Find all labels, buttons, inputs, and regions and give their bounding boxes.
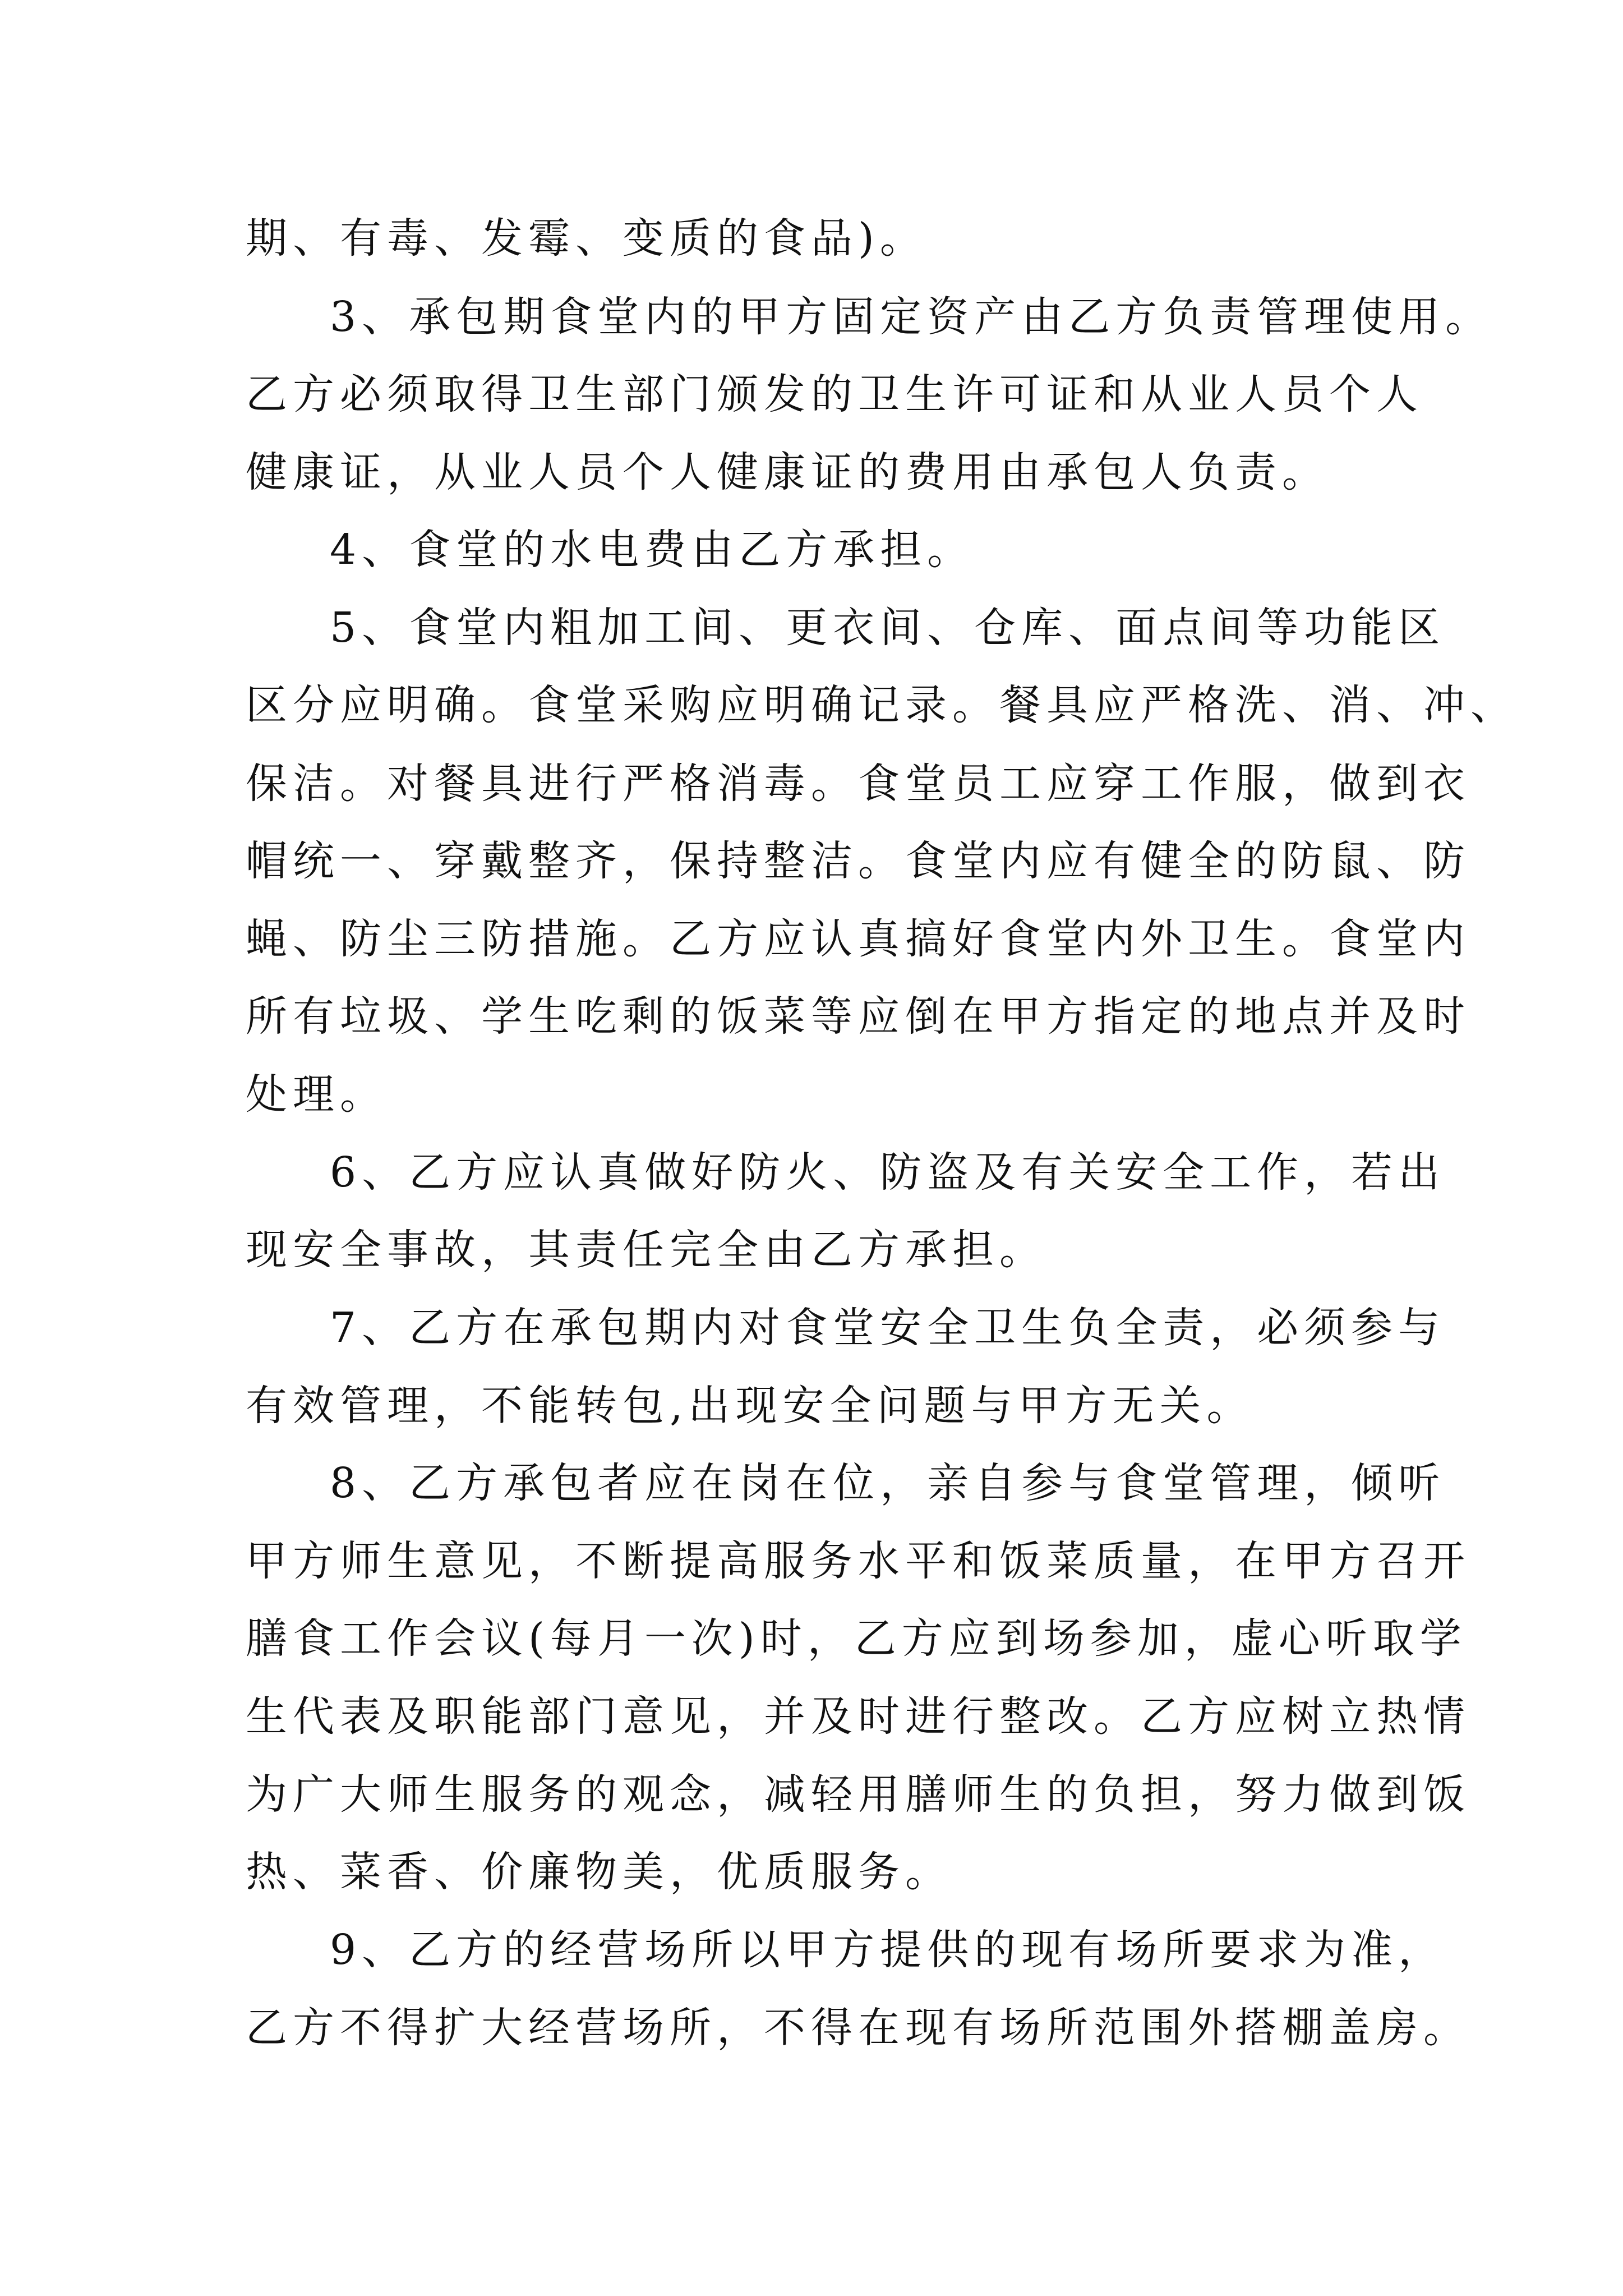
text-line: 甲方师生意见，不断提高服务水平和饭菜质量，在甲方召开 xyxy=(246,1537,1470,1585)
text-line: 6、乙方应认真做好防火、防盗及有关安全工作，若出 xyxy=(330,1148,1446,1197)
text-line: 现安全事故，其责任完全由乙方承担。 xyxy=(246,1226,1046,1274)
text-line: 8、乙方承包者应在岗在位，亲自参与食堂管理，倾听 xyxy=(330,1459,1446,1507)
text-line: 为广大师生服务的观念，减轻用膳师生的负担，努力做到饭 xyxy=(246,1770,1470,1819)
text-line: 生代表及职能部门意见，并及时进行整改。乙方应树立热情 xyxy=(246,1692,1470,1741)
text-line: 7、乙方在承包期内对食堂安全卫生负全责，必须参与 xyxy=(330,1304,1446,1352)
text-line: 蝇、防尘三防措施。乙方应认真搞好食堂内外卫生。食堂内 xyxy=(246,915,1470,963)
text-line: 期、有毒、发霉、变质的食品)。 xyxy=(246,214,927,263)
text-line: 保洁。对餐具进行严格消毒。食堂员工应穿工作服，做到衣 xyxy=(246,760,1470,808)
text-line: 膳食工作会议(每月一次)时，乙方应到场参加，虚心听取学 xyxy=(246,1614,1467,1663)
text-line: 乙方必须取得卫生部门颁发的卫生许可证和从业人员个人 xyxy=(246,370,1423,418)
text-line: 9、乙方的经营场所以甲方提供的现有场所要求为准， xyxy=(330,1926,1446,1974)
text-line: 热、菜香、价廉物美，优质服务。 xyxy=(246,1848,952,1896)
text-line: 有效管理，不能转包,出现安全问题与甲方无关。 xyxy=(246,1382,1254,1430)
text-line: 区分应明确。食堂采购应明确记录。餐具应严格洗、消、冲、 xyxy=(246,681,1518,729)
text-line: 乙方不得扩大经营场所，不得在现有场所范围外搭棚盖房。 xyxy=(246,2004,1470,2052)
text-line: 5、食堂内粗加工间、更衣间、仓库、面点间等功能区 xyxy=(330,604,1446,652)
text-line: 健康证，从业人员个人健康证的费用由承包人负责。 xyxy=(246,448,1329,496)
text-line: 帽统一、穿戴整齐，保持整洁。食堂内应有健全的防鼠、防 xyxy=(246,837,1470,885)
text-line: 4、食堂的水电费由乙方承担。 xyxy=(330,526,975,574)
text-line: 3、承包期食堂内的甲方固定资产由乙方负责管理使用。 xyxy=(330,293,1493,341)
text-line: 所有垃圾、学生吃剩的饭菜等应倒在甲方指定的地点并及时 xyxy=(246,992,1470,1041)
text-line: 处理。 xyxy=(246,1070,387,1119)
